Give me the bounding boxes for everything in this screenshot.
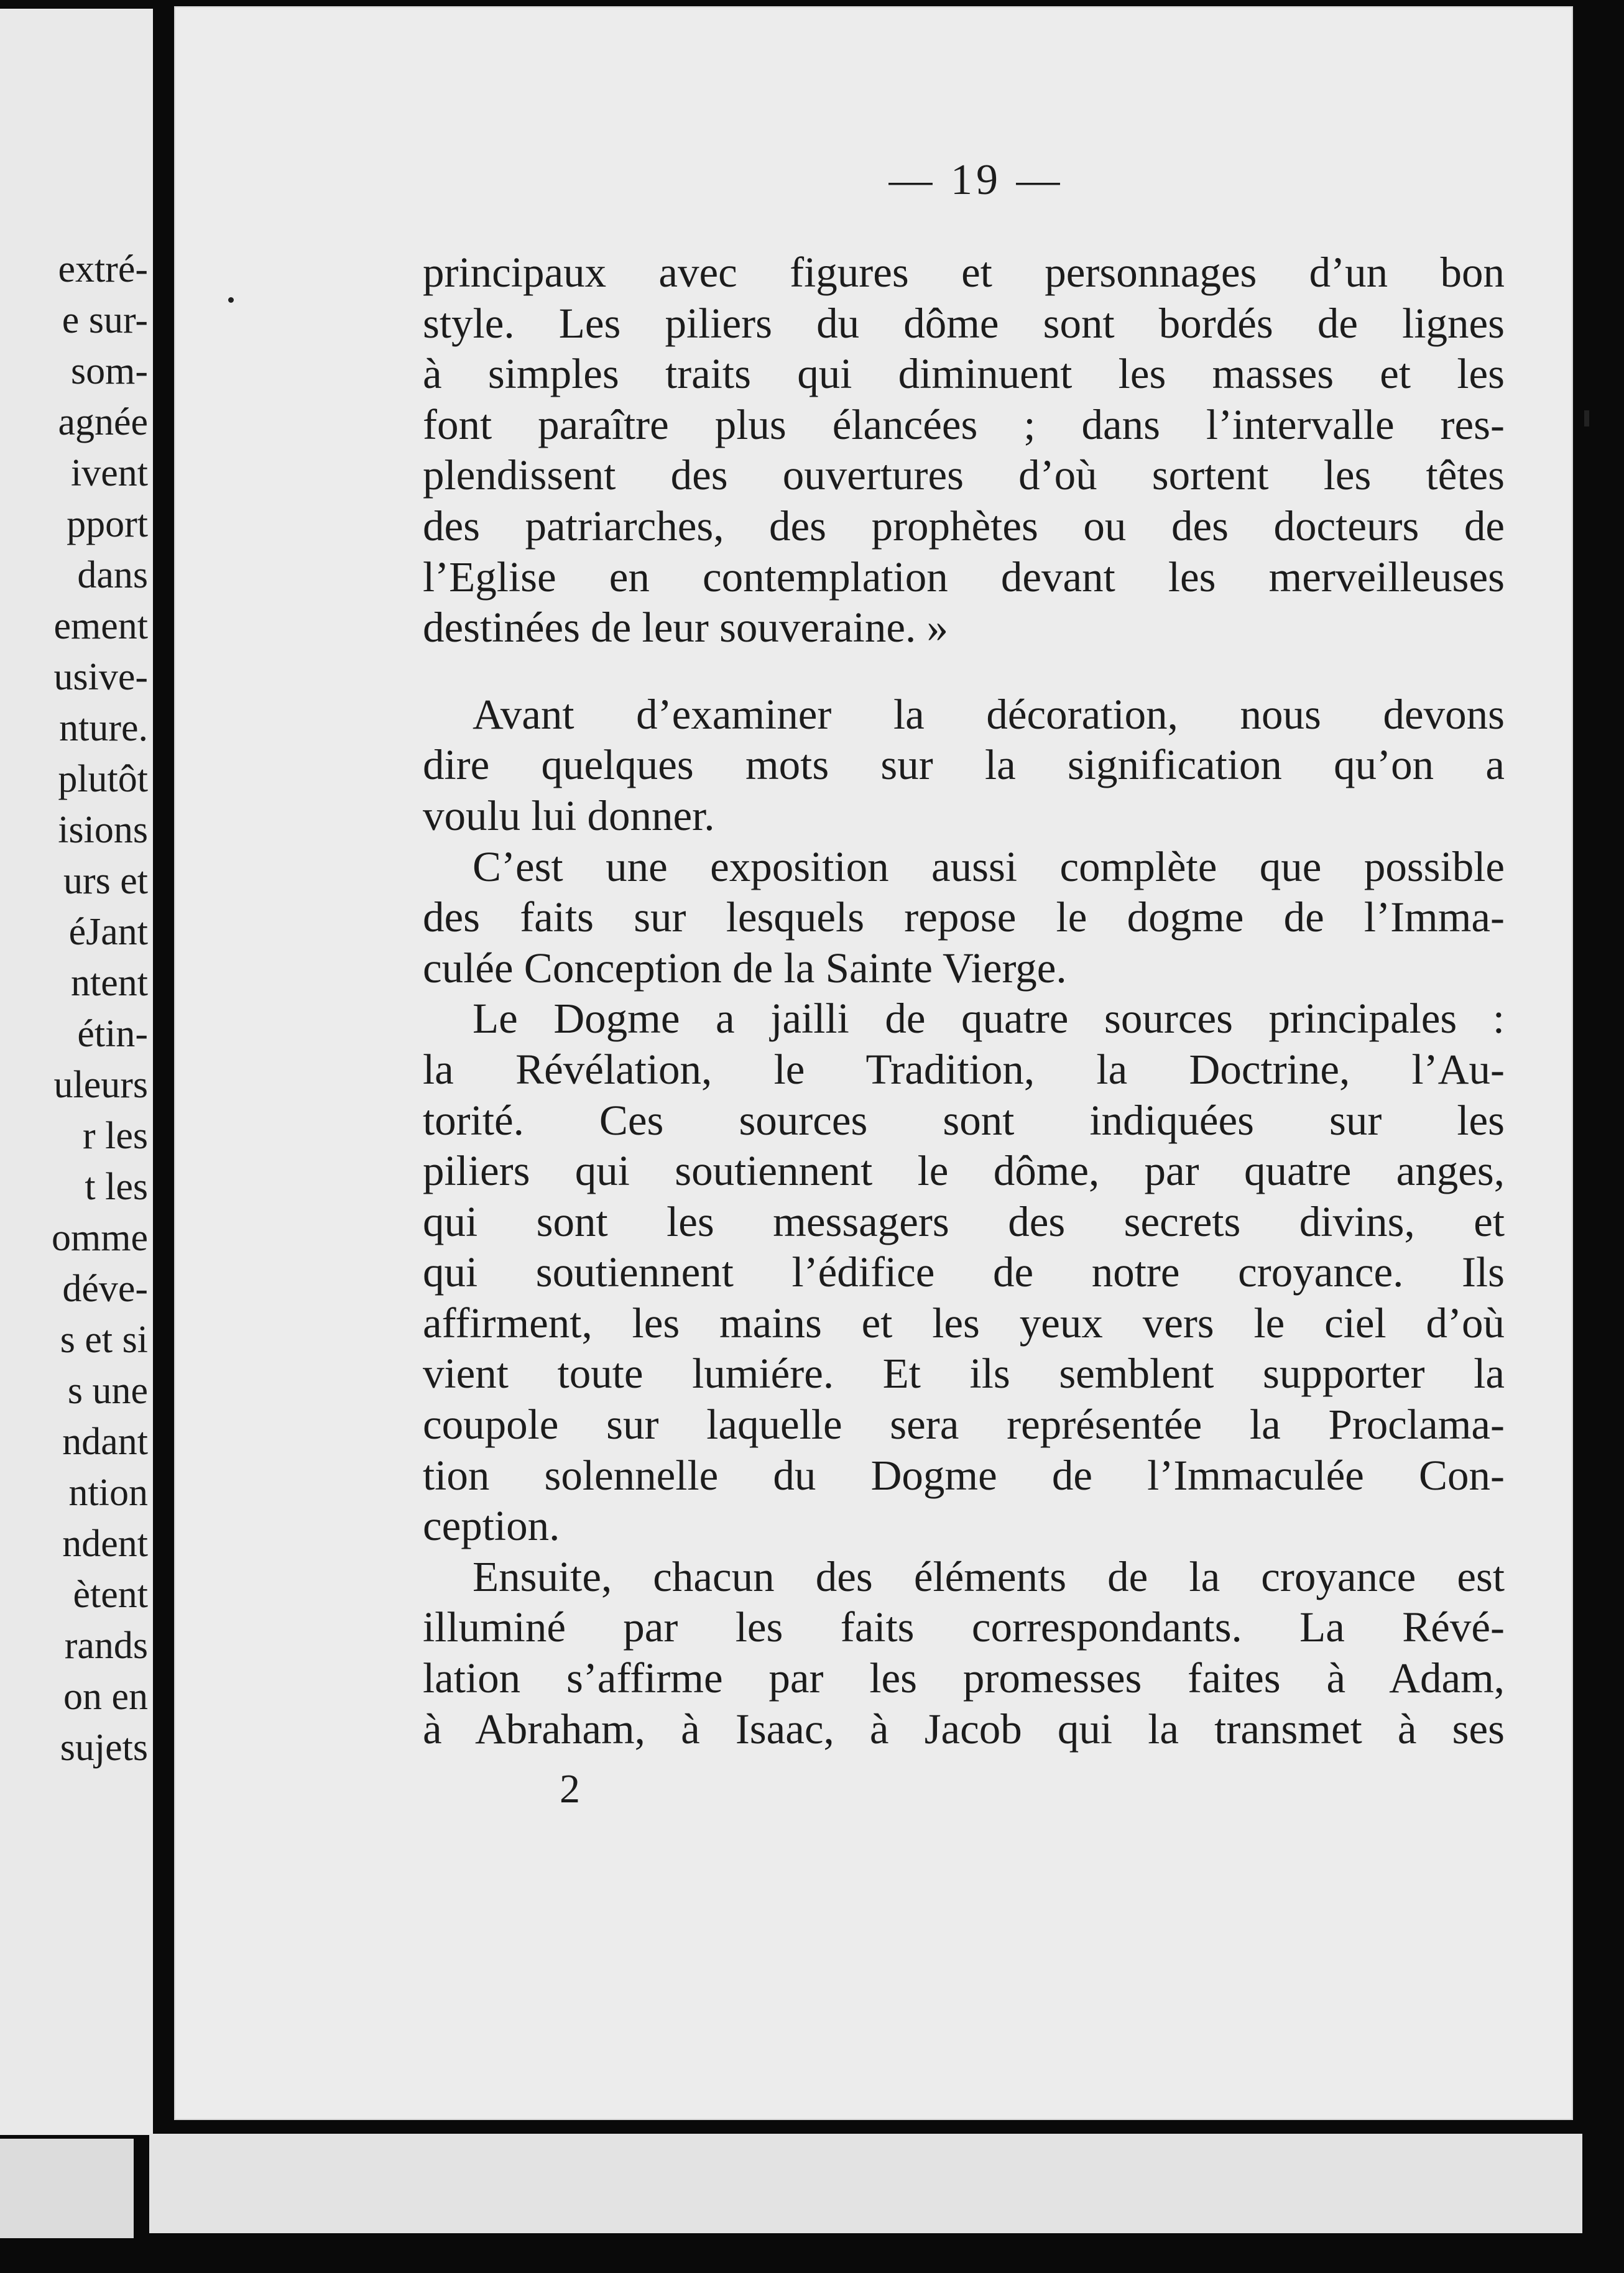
text-line: affirment, les mains et les yeux vers le ciel d’où bbox=[423, 1299, 1505, 1347]
facing-page-line: plutôt bbox=[58, 758, 148, 800]
facing-page-line: pport bbox=[67, 503, 148, 545]
text-line: culée Conception de la Sainte Vierge. bbox=[423, 944, 1067, 992]
signature-mark: 2 bbox=[560, 1766, 580, 1812]
facing-page-line: sujets bbox=[60, 1727, 148, 1769]
text-line: font paraître plus élancées ; dans l’intervalle res- bbox=[423, 400, 1505, 448]
facing-page-line: ndant bbox=[62, 1421, 148, 1463]
text-line: des patriarches, des prophètes ou des docteurs de bbox=[423, 502, 1505, 550]
facing-page-line: s une bbox=[67, 1370, 148, 1412]
text-line: la Révélation, le Tradition, la Doctrine, l’Au- bbox=[423, 1045, 1505, 1093]
text-line: Avant d’examiner la décoration, nous devons bbox=[473, 690, 1505, 738]
facing-page-line: urs et bbox=[63, 860, 148, 902]
text-line: style. Les piliers du dôme sont bordés de lignes bbox=[423, 299, 1505, 347]
text-line: dire quelques mots sur la signification qu’on a bbox=[423, 741, 1505, 789]
facing-page-line: agnée bbox=[58, 401, 148, 443]
facing-page-line: omme bbox=[52, 1217, 148, 1259]
page-number: — 19 — bbox=[888, 156, 1064, 204]
text-line: des faits sur lesquels repose le dogme de l’Imma- bbox=[423, 893, 1505, 941]
facing-page-line: isions bbox=[58, 809, 148, 851]
text-line: qui sont les messagers des secrets divins, et bbox=[423, 1197, 1505, 1245]
facing-page-line: t les bbox=[85, 1166, 148, 1208]
text-line: à Abraham, à Isaac, à Jacob qui la transmet à ses bbox=[423, 1705, 1505, 1753]
text-line: ception. bbox=[423, 1502, 560, 1550]
facing-page-left bbox=[0, 9, 153, 2135]
facing-page-line: ètent bbox=[73, 1574, 148, 1616]
text-line: coupole sur laquelle sera représentée la Proclama- bbox=[423, 1401, 1505, 1449]
facing-page-line: usive- bbox=[53, 656, 148, 698]
facing-page-line: r les bbox=[82, 1115, 148, 1157]
text-line: plendissent des ouvertures d’où sortent les têtes bbox=[423, 451, 1505, 499]
paragraph-gap bbox=[423, 653, 1505, 689]
text-line: Ensuite, chacun des éléments de la croyance est bbox=[473, 1552, 1505, 1600]
text-line: voulu lui donner. bbox=[423, 791, 715, 839]
facing-page-line: déve- bbox=[62, 1268, 148, 1310]
text-line: torité. Ces sources sont indiquées sur les bbox=[423, 1096, 1505, 1144]
book-page bbox=[174, 6, 1573, 2120]
facing-page-line: on en bbox=[63, 1676, 148, 1718]
facing-page-line: s et si bbox=[60, 1319, 148, 1361]
facing-page-line: rands bbox=[64, 1625, 148, 1667]
facing-page-line: étin- bbox=[77, 1013, 148, 1055]
text-line: vient toute lumiére. Et ils semblent supporter la bbox=[423, 1350, 1505, 1398]
facing-page-line: nture. bbox=[59, 707, 148, 749]
facing-page-line: extré- bbox=[58, 248, 148, 290]
text-line: Le Dogme a jailli de quatre sources principales : bbox=[473, 995, 1505, 1043]
ink-speck bbox=[1584, 410, 1589, 426]
text-line: lation s’affirme par les promesses faites à Adam, bbox=[423, 1654, 1505, 1702]
facing-page-line: e sur- bbox=[62, 299, 148, 341]
text-line: à simples traits qui diminuent les masses et les bbox=[423, 350, 1505, 398]
body-text bbox=[423, 247, 1505, 1754]
facing-page-line: ivent bbox=[71, 452, 148, 494]
text-line: piliers qui soutiennent le dôme, par quatre anges, bbox=[423, 1147, 1505, 1195]
facing-page-line: éJant bbox=[68, 911, 148, 953]
text-line: destinées de leur souveraine. » bbox=[423, 604, 948, 652]
text-line: qui soutiennent l’édifice de notre croyance. Ils bbox=[423, 1248, 1505, 1296]
facing-page-line: ntent bbox=[71, 962, 148, 1004]
facing-page-line: ntion bbox=[68, 1472, 148, 1514]
facing-page-line: ndent bbox=[62, 1523, 148, 1565]
page-bottom-edge bbox=[149, 2134, 1582, 2233]
facing-page-line: ement bbox=[53, 605, 148, 647]
text-line: tion solennelle du Dogme de l’Immaculée Con- bbox=[423, 1451, 1505, 1499]
text-line: l’Eglise en contemplation devant les merveilleuses bbox=[423, 553, 1505, 601]
text-line: illuminé par les faits correspondants. La Révé- bbox=[423, 1603, 1505, 1651]
facing-page-bottom-edge bbox=[0, 2139, 134, 2238]
facing-page-line: som- bbox=[71, 350, 148, 392]
text-line: C’est une exposition aussi complète que possible bbox=[473, 842, 1505, 890]
facing-page-line: dans bbox=[77, 554, 148, 596]
text-line: principaux avec figures et personnages d’un bon bbox=[423, 249, 1505, 296]
facing-page-line: uleurs bbox=[53, 1064, 148, 1106]
ink-speck bbox=[228, 297, 234, 303]
